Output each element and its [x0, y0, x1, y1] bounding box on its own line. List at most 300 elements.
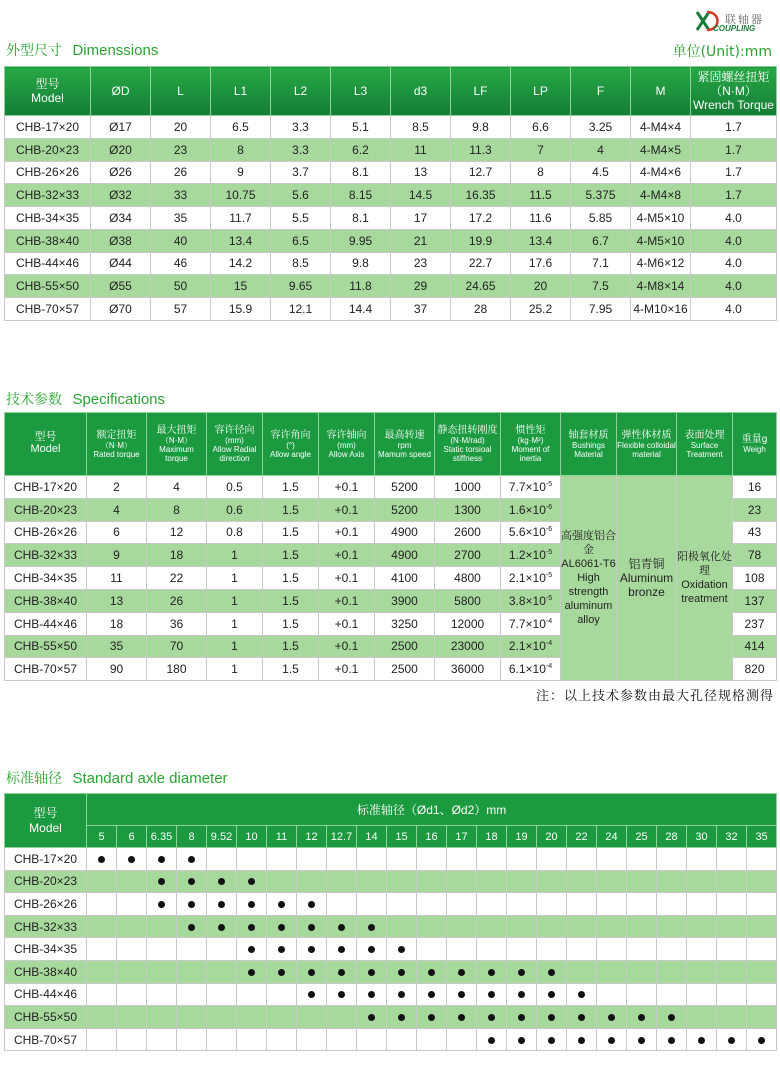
spec-header-en: Maximum torque [159, 445, 194, 463]
spec-weight-cell: 43 [733, 521, 777, 544]
diameter-cell [297, 915, 327, 938]
diameter-cell [747, 915, 777, 938]
diameter-header-cell: 32 [717, 826, 747, 848]
diameter-cell [447, 1028, 477, 1051]
availability-dot-icon [368, 946, 375, 953]
dimension-cell: 7.1 [571, 252, 631, 275]
dimension-cell: 40 [151, 229, 211, 252]
dimension-cell: 6.6 [511, 116, 571, 139]
spec-max-cell: 26 [147, 589, 207, 612]
availability-dot-icon [428, 1014, 435, 1021]
diameter-cell [267, 960, 297, 983]
diameter-cell [567, 870, 597, 893]
diameter-cell [207, 960, 237, 983]
spec-stiffness-cell: 4800 [435, 567, 501, 590]
diameter-cell [387, 848, 417, 871]
dimension-cell: 3.25 [571, 116, 631, 139]
dimensions-table [4, 66, 777, 321]
availability-dot-icon [548, 1037, 555, 1044]
spec-stiffness-cell: 23000 [435, 635, 501, 658]
dimension-cell: 35 [151, 207, 211, 230]
diameter-cell [327, 848, 357, 871]
spec-header-unit: (N·M/rad) [450, 436, 485, 445]
spec-speed-cell: 4900 [375, 521, 435, 544]
spec-header-unit: （N·M） [160, 436, 193, 445]
availability-dot-icon [128, 856, 135, 863]
dimension-cell: 1.7 [691, 116, 777, 139]
dimension-cell: 13.4 [211, 229, 271, 252]
spec-max-cell: 12 [147, 521, 207, 544]
dimension-cell: 23 [391, 252, 451, 275]
dimension-cell: 14.5 [391, 184, 451, 207]
diameter-cell [417, 960, 447, 983]
availability-dot-icon [488, 969, 495, 976]
diameter-cell [657, 1028, 687, 1051]
diameter-cell [507, 870, 537, 893]
dimension-cell: 17 [391, 207, 451, 230]
availability-dot-icon [638, 1014, 645, 1021]
diameter-cell [627, 938, 657, 961]
diameter-cell [207, 1028, 237, 1051]
dimension-cell: 1.7 [691, 184, 777, 207]
spec-angle-cell: 1.5 [263, 544, 319, 567]
diameter-cell [297, 870, 327, 893]
diameter-cell [627, 848, 657, 871]
diameter-cell [357, 983, 387, 1006]
diameter-cell [117, 1028, 147, 1051]
spec-rated-cell: 6 [87, 521, 147, 544]
unit-label: 单位(Unit):mm [672, 44, 772, 60]
diameter-cell [597, 893, 627, 916]
availability-dot-icon [548, 1014, 555, 1021]
spec-header-cn: 容许角向 [270, 429, 311, 441]
dimension-cell: 17.6 [511, 252, 571, 275]
diameter-cell [507, 915, 537, 938]
spec-axis-cell: +0.1 [319, 476, 375, 499]
diameter-cell [507, 1006, 537, 1029]
diameter-header-cell: 5 [87, 826, 117, 848]
dimension-cell: 7 [511, 138, 571, 161]
spec-angle-cell: 1.5 [263, 498, 319, 521]
inertia-exponent: -5 [545, 594, 553, 602]
diameter-cell [207, 1006, 237, 1029]
diameter-cell [117, 893, 147, 916]
diameter-header-cell: 22 [567, 826, 597, 848]
dimension-cell: 9 [211, 161, 271, 184]
diameter-cell [597, 870, 627, 893]
spec-axis-cell: +0.1 [319, 635, 375, 658]
diameter-cell [177, 960, 207, 983]
dimension-cell: 4-M5×10 [631, 207, 691, 230]
availability-dot-icon [728, 1037, 735, 1044]
availability-dot-icon [338, 946, 345, 953]
diameter-cell [627, 870, 657, 893]
availability-dot-icon [218, 901, 225, 908]
diameter-cell [267, 983, 297, 1006]
spec-stiffness-cell: 36000 [435, 658, 501, 681]
diameter-cell [657, 848, 687, 871]
diameter-cell [87, 915, 117, 938]
inertia-exponent: -5 [545, 549, 553, 557]
spec-max-cell: 70 [147, 635, 207, 658]
diameter-cell [327, 870, 357, 893]
dimension-cell: 11.3 [451, 138, 511, 161]
spec-model-cell: CHB-26×26 [5, 521, 87, 544]
spec-speed-cell: 2500 [375, 658, 435, 681]
brand-logo [693, 8, 777, 36]
diameter-cell [357, 848, 387, 871]
dimension-cell: 9.95 [331, 229, 391, 252]
diameter-cell [87, 983, 117, 1006]
dimension-cell: Ø17 [91, 116, 151, 139]
spec-max-cell: 18 [147, 544, 207, 567]
model-cell: CHB-26×26 [5, 893, 87, 916]
dimension-cell: 4-M4×6 [631, 161, 691, 184]
dimension-cell: 4.0 [691, 298, 777, 321]
diameter-cell [297, 983, 327, 1006]
diameter-cell [147, 848, 177, 871]
table-row [5, 848, 777, 871]
diameter-cell [117, 870, 147, 893]
diameter-cell [387, 870, 417, 893]
diameter-cell [297, 1028, 327, 1051]
table-row [5, 161, 777, 184]
diameter-cell [297, 938, 327, 961]
diameter-cell [747, 1028, 777, 1051]
dimension-cell: 24.65 [451, 275, 511, 298]
diameter-cell [447, 983, 477, 1006]
spec-model-cell: CHB-20×23 [5, 498, 87, 521]
diameter-header-cell: 9.52 [207, 826, 237, 848]
dimensions-header-cell: 紧固螺丝扭矩 （N·M） Wrench Torque [691, 67, 777, 116]
diameter-cell [297, 848, 327, 871]
dimension-cell: 57 [151, 298, 211, 321]
diameter-cell [357, 870, 387, 893]
dimensions-header-cell: L1 [211, 67, 271, 116]
spec-speed-cell: 5200 [375, 476, 435, 499]
diameter-cell [477, 915, 507, 938]
axle-model-header: 型号 Model [5, 794, 87, 848]
availability-dot-icon [488, 991, 495, 998]
availability-dot-icon [548, 969, 555, 976]
diameter-cell [597, 983, 627, 1006]
table-row [5, 983, 777, 1006]
diameter-cell [597, 938, 627, 961]
diameter-cell [327, 960, 357, 983]
dimensions-title-cn: 外型尺寸 [6, 43, 62, 59]
spec-angle-cell: 1.5 [263, 567, 319, 590]
dimension-cell: 12.1 [271, 298, 331, 321]
availability-dot-icon [608, 1037, 615, 1044]
diameter-cell [627, 960, 657, 983]
dimension-cell: Ø38 [91, 229, 151, 252]
dimension-cell: 6.5 [271, 229, 331, 252]
diameter-cell [747, 938, 777, 961]
dimension-cell: 5.5 [271, 207, 331, 230]
spec-header-cn: 额定扭矩 [96, 429, 137, 441]
dimension-cell: 1.7 [691, 161, 777, 184]
table-row [5, 870, 777, 893]
dimensions-header-cell: L [151, 67, 211, 116]
spec-radial-cell: 1 [207, 567, 263, 590]
diameter-cell [747, 870, 777, 893]
diameter-cell [357, 1006, 387, 1029]
availability-dot-icon [308, 991, 315, 998]
availability-dot-icon [278, 901, 285, 908]
dimension-cell: 8.1 [331, 207, 391, 230]
availability-dot-icon [368, 924, 375, 931]
availability-dot-icon [398, 991, 405, 998]
diameter-cell [687, 983, 717, 1006]
availability-dot-icon [638, 1037, 645, 1044]
spec-rated-cell: 9 [87, 544, 147, 567]
dimension-cell: 7.5 [571, 275, 631, 298]
diameter-cell [417, 870, 447, 893]
spec-model-cell: CHB-32×33 [5, 544, 87, 567]
specifications-header-row [5, 413, 777, 476]
diameter-cell [687, 960, 717, 983]
spec-header-cn: 轴套材质 [568, 429, 609, 441]
availability-dot-icon [668, 1037, 675, 1044]
availability-dot-icon [368, 1014, 375, 1021]
spec-angle-cell: 1.5 [263, 476, 319, 499]
spec-header-en: Model [30, 443, 61, 455]
dimension-cell: Ø34 [91, 207, 151, 230]
availability-dot-icon [218, 924, 225, 931]
availability-dot-icon [338, 991, 345, 998]
spec-header-cn: 最大扭矩 [156, 425, 197, 436]
diameter-cell [717, 870, 747, 893]
model-cell: CHB-17×20 [5, 116, 91, 139]
specifications-title-en: Specifications [72, 391, 166, 408]
availability-dot-icon [188, 878, 195, 885]
diameter-cell [687, 1028, 717, 1051]
spec-header-en: Allow angle [270, 449, 311, 459]
diameter-cell [507, 893, 537, 916]
diameter-cell [537, 983, 567, 1006]
spec-axis-cell: +0.1 [319, 498, 375, 521]
dimension-cell: 21 [391, 229, 451, 252]
availability-dot-icon [578, 991, 585, 998]
spec-model-cell: CHB-44×46 [5, 612, 87, 635]
spec-radial-cell: 1 [207, 635, 263, 658]
diameter-cell [747, 1006, 777, 1029]
diameter-cell [537, 848, 567, 871]
inertia-base: 1.2×10 [508, 548, 546, 563]
axle-title-en: Standard axle diameter [72, 770, 228, 787]
diameter-cell [687, 848, 717, 871]
diameter-cell [237, 848, 267, 871]
diameter-cell [477, 938, 507, 961]
diameter-header-cell: 24 [597, 826, 627, 848]
inertia-exponent: -4 [545, 640, 553, 648]
diameter-cell [537, 960, 567, 983]
spec-header-cn: 静态扭转刚度 [437, 425, 498, 436]
spec-header-unit: （N·M） [100, 440, 133, 450]
model-cell: CHB-70×57 [5, 1028, 87, 1051]
dimension-cell: 25.2 [511, 298, 571, 321]
diameter-cell [177, 1028, 207, 1051]
diameter-cell [177, 1006, 207, 1029]
spec-radial-cell: 0.8 [207, 521, 263, 544]
dimension-cell: 4-M8×14 [631, 275, 691, 298]
spec-radial-cell: 1 [207, 612, 263, 635]
dimension-cell: 11.7 [211, 207, 271, 230]
diameter-cell [267, 848, 297, 871]
diameter-cell [87, 848, 117, 871]
diameter-cell [507, 848, 537, 871]
diameter-cell [447, 893, 477, 916]
diameter-cell [597, 848, 627, 871]
spec-header-unit: (kg·M²) [517, 436, 544, 445]
dimensions-title [6, 40, 158, 60]
diameter-cell [357, 893, 387, 916]
diameter-cell [147, 1006, 177, 1029]
diameter-cell [147, 983, 177, 1006]
spec-header-cell [319, 413, 375, 476]
diameter-cell [177, 893, 207, 916]
spec-inertia-cell [501, 567, 561, 590]
availability-dot-icon [758, 1037, 765, 1044]
diameter-cell [477, 983, 507, 1006]
diameter-cell [597, 1028, 627, 1051]
availability-dot-icon [248, 901, 255, 908]
dimension-cell: Ø44 [91, 252, 151, 275]
spec-weight-cell: 237 [733, 612, 777, 635]
diameter-cell [567, 848, 597, 871]
diameter-cell [387, 1028, 417, 1051]
diameter-cell [597, 1006, 627, 1029]
dimension-cell: 6.5 [211, 116, 271, 139]
diameter-cell [207, 938, 237, 961]
table-row [5, 184, 777, 207]
diameter-cell [507, 960, 537, 983]
availability-dot-icon [428, 969, 435, 976]
dimension-cell: 10.75 [211, 184, 271, 207]
diameter-cell [657, 870, 687, 893]
dimension-cell: 6.2 [331, 138, 391, 161]
diameter-cell [237, 1006, 267, 1029]
diameter-header-cell: 17 [447, 826, 477, 848]
spec-flexible-material-cell: 铝青铜 Aluminum bronze [617, 476, 677, 681]
diameter-cell [177, 938, 207, 961]
availability-dot-icon [518, 991, 525, 998]
dimension-cell: 5.375 [571, 184, 631, 207]
diameter-cell [117, 1006, 147, 1029]
diameter-cell [147, 960, 177, 983]
table-row [5, 116, 777, 139]
diameter-cell [357, 960, 387, 983]
availability-dot-icon [458, 991, 465, 998]
diameter-cell [147, 1028, 177, 1051]
model-cell: CHB-26×26 [5, 161, 91, 184]
spec-header-cell [5, 413, 87, 476]
diameter-cell [507, 983, 537, 1006]
availability-dot-icon [308, 901, 315, 908]
dimension-cell: 16.35 [451, 184, 511, 207]
spec-model-cell: CHB-17×20 [5, 476, 87, 499]
diameter-cell [117, 848, 147, 871]
dimension-cell: 9.8 [331, 252, 391, 275]
availability-dot-icon [278, 924, 285, 931]
spec-angle-cell: 1.5 [263, 635, 319, 658]
dimension-cell: 4.5 [571, 161, 631, 184]
diameter-cell [117, 960, 147, 983]
dimension-cell: 37 [391, 298, 451, 321]
spec-header-cn: 型号 [34, 431, 57, 443]
diameter-cell [447, 1006, 477, 1029]
spec-weight-cell: 108 [733, 567, 777, 590]
diameter-cell [417, 848, 447, 871]
spec-header-en: Allow Axis [328, 449, 365, 459]
dimension-cell: 13.4 [511, 229, 571, 252]
diameter-cell [237, 870, 267, 893]
availability-dot-icon [248, 969, 255, 976]
availability-dot-icon [518, 969, 525, 976]
spec-rated-cell: 35 [87, 635, 147, 658]
dimensions-header-cell: LP [511, 67, 571, 116]
dimension-cell: 8.15 [331, 184, 391, 207]
availability-dot-icon [668, 1014, 675, 1021]
spec-header-cell [677, 413, 733, 476]
diameter-cell [717, 848, 747, 871]
spec-max-cell: 180 [147, 658, 207, 681]
dimension-cell: 15.9 [211, 298, 271, 321]
diameter-cell [477, 1006, 507, 1029]
spec-axis-cell: +0.1 [319, 612, 375, 635]
dimension-cell: 46 [151, 252, 211, 275]
diameter-cell [327, 1006, 357, 1029]
diameter-cell [237, 915, 267, 938]
dimension-cell: 4-M4×8 [631, 184, 691, 207]
spec-model-cell: CHB-55×50 [5, 635, 87, 658]
spec-rated-cell: 11 [87, 567, 147, 590]
spec-radial-cell: 0.6 [207, 498, 263, 521]
spec-axis-cell: +0.1 [319, 567, 375, 590]
spec-speed-cell: 4100 [375, 567, 435, 590]
diameter-header-cell: 15 [387, 826, 417, 848]
diameter-cell [657, 915, 687, 938]
diameter-cell [717, 1006, 747, 1029]
spec-weight-cell: 414 [733, 635, 777, 658]
diameter-cell [687, 915, 717, 938]
availability-dot-icon [158, 878, 165, 885]
diameter-cell [177, 848, 207, 871]
diameter-cell [717, 938, 747, 961]
spec-header-en: Moment of inertia [511, 445, 550, 463]
dimensions-title-en: Dimenssions [72, 42, 159, 59]
dimension-cell: 11.8 [331, 275, 391, 298]
availability-dot-icon [518, 1037, 525, 1044]
spec-max-cell: 22 [147, 567, 207, 590]
spec-rated-cell: 4 [87, 498, 147, 521]
diameter-cell [657, 893, 687, 916]
diameter-cell [267, 1028, 297, 1051]
diameter-cell [537, 938, 567, 961]
diameter-cell [267, 893, 297, 916]
availability-dot-icon [578, 1037, 585, 1044]
dimension-cell: 11 [391, 138, 451, 161]
logo-en-text: COUPLING [713, 24, 756, 33]
dimensions-header-cell: d3 [391, 67, 451, 116]
diameter-cell [207, 870, 237, 893]
dimensions-header-cell: LF [451, 67, 511, 116]
diameter-cell [297, 1006, 327, 1029]
diameter-cell [717, 1028, 747, 1051]
table-row [5, 1006, 777, 1029]
diameter-cell [207, 915, 237, 938]
spec-header-cn: 表面处理 [684, 429, 725, 441]
